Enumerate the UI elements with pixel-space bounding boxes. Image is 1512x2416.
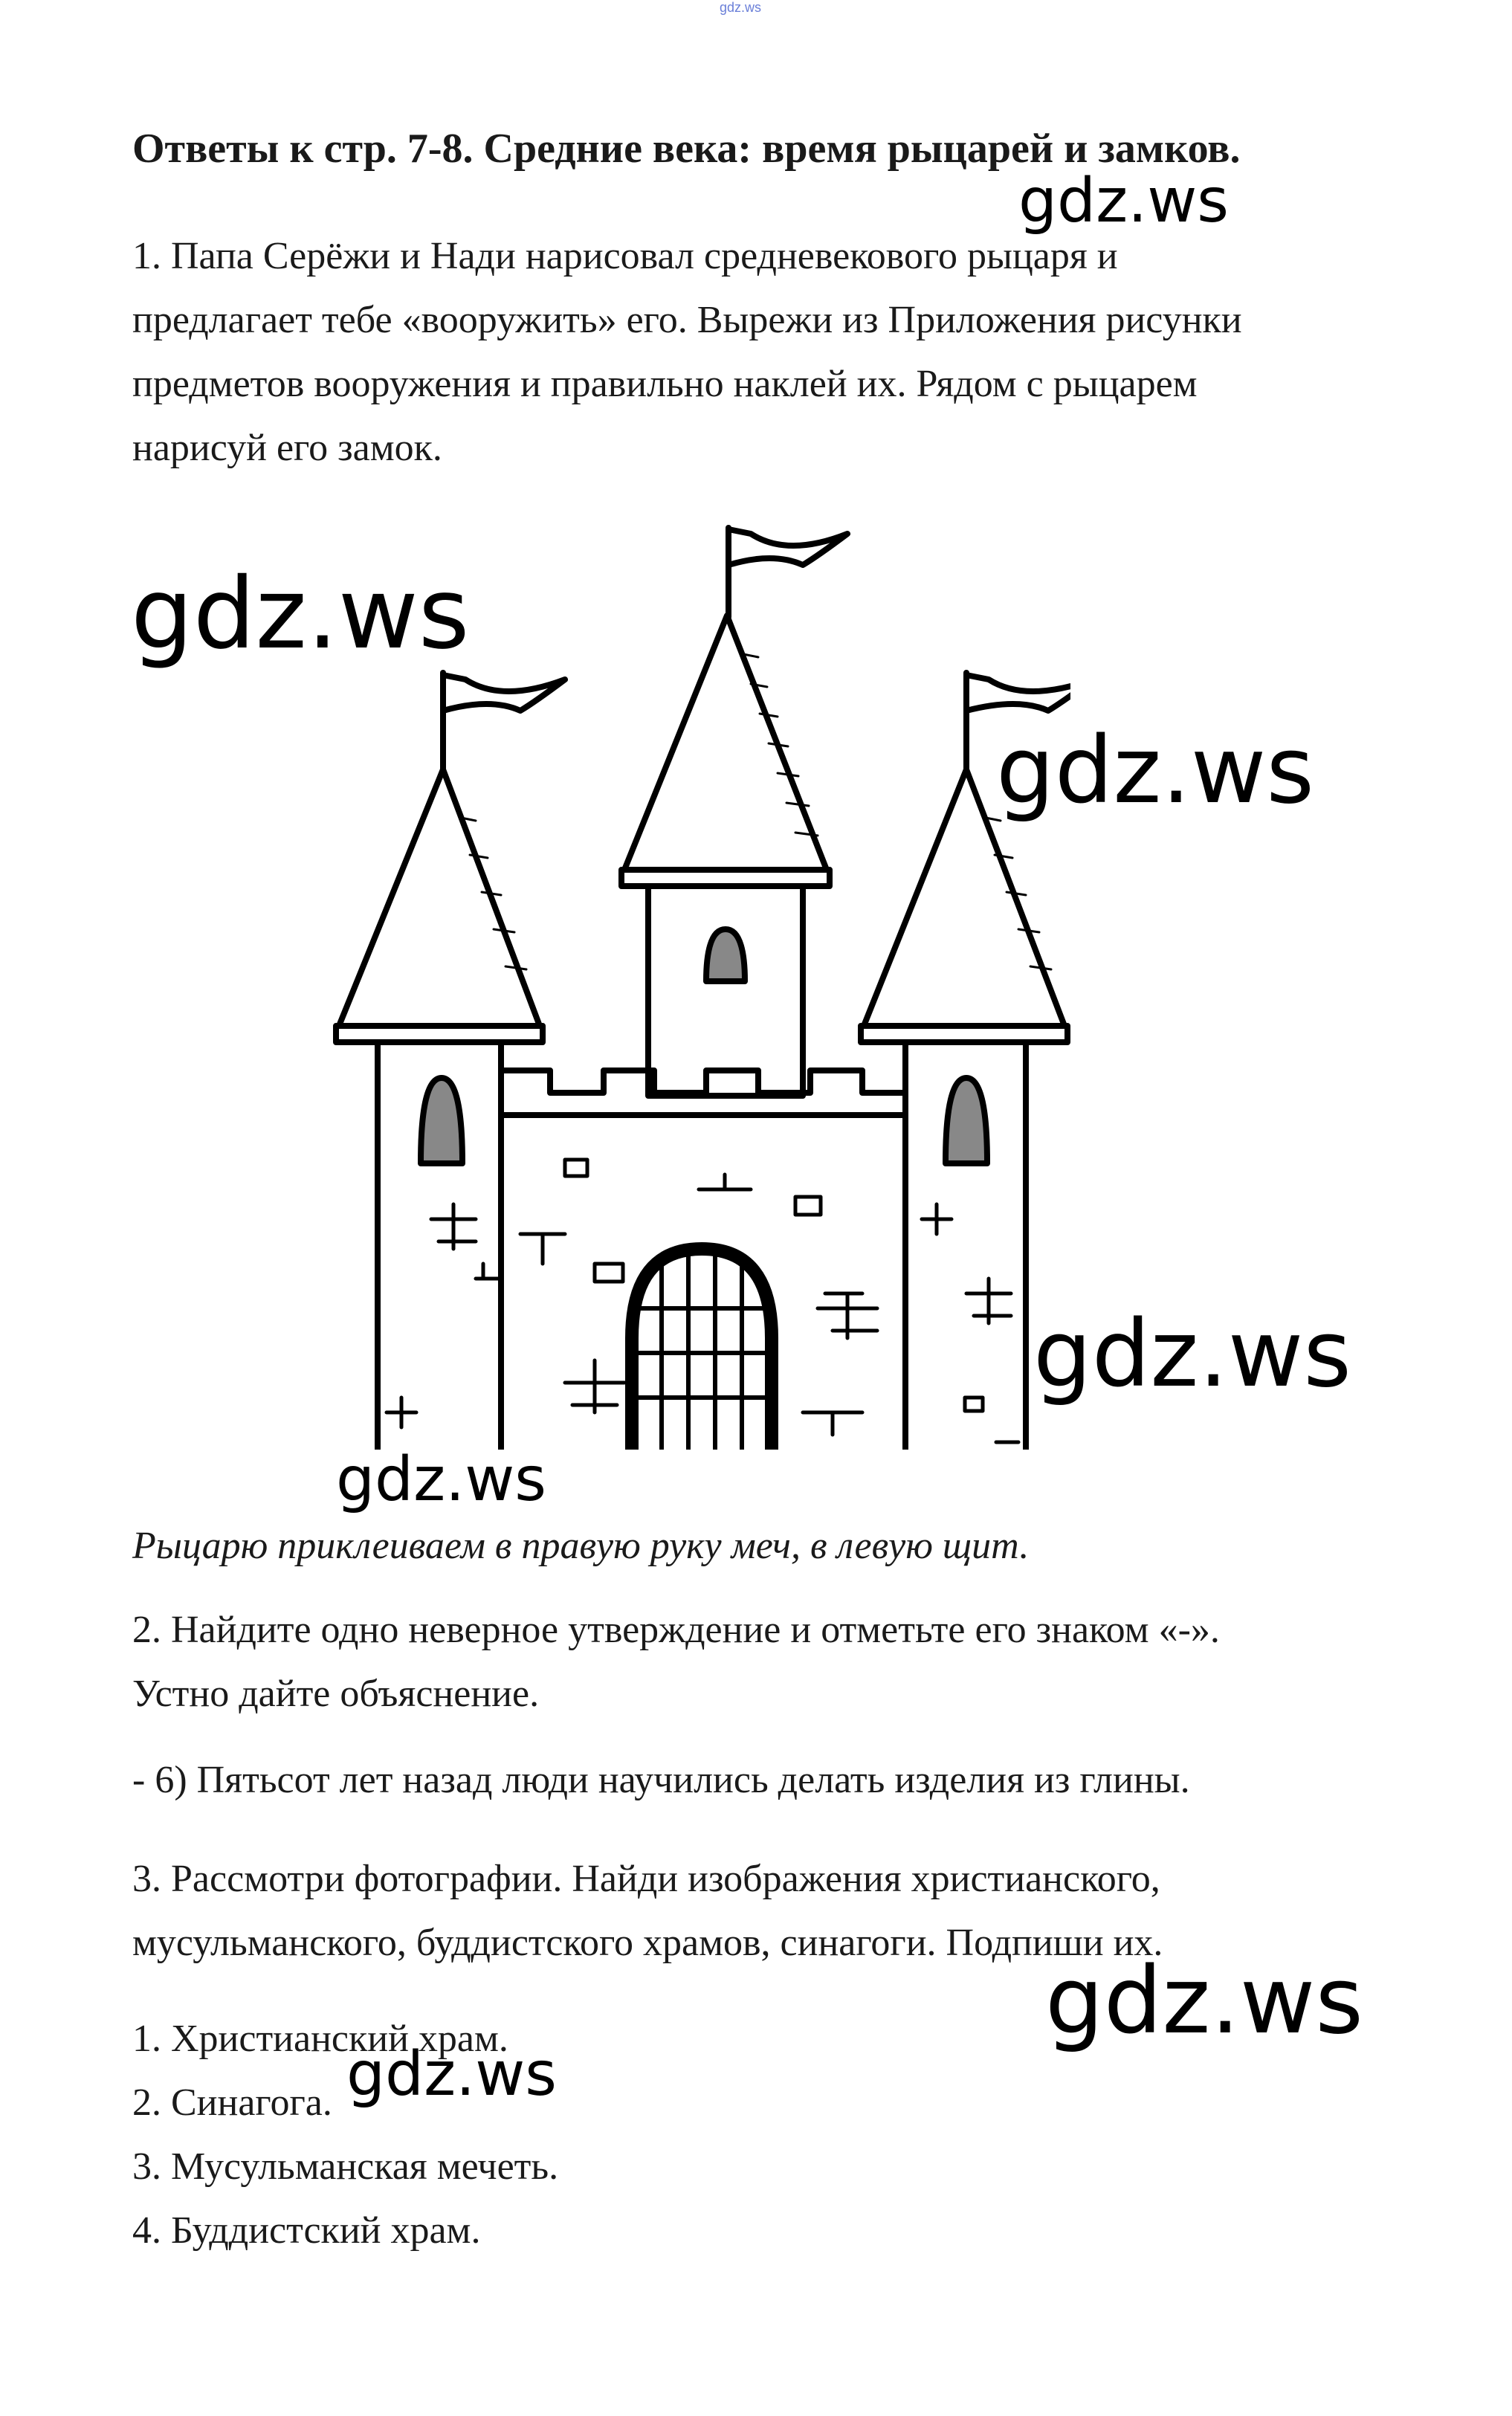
header-watermark: gdz.ws	[720, 0, 762, 15]
watermark: gdz.ws	[346, 2039, 557, 2110]
task2-line: 2. Найдите одно неверное утверждение и отметьте его знаком «-».	[132, 1609, 1220, 1651]
list-item: 4. Буддистский храм.	[132, 2209, 481, 2252]
page-title: Ответы к стр. 7-8. Средние века: время рыцарей и замков.	[132, 126, 1241, 172]
watermark: gdz.ws	[1045, 1948, 1363, 2055]
flag-icon	[443, 673, 565, 769]
flag-icon	[728, 528, 847, 617]
task2-text	[132, 1598, 1220, 1726]
task1-line: предметов вооружения и правильно наклей их. Рядом с рыцарем	[132, 363, 1198, 405]
watermark: gdz.ws	[131, 557, 470, 671]
list-item: 1. Христианский храм.	[132, 2018, 508, 2060]
task3-line: 3. Рассмотри фотографии. Найди изображения христианского,	[132, 1858, 1160, 1900]
list-item: 2. Синагога.	[132, 2081, 332, 2124]
task2-line: Устно дайте объяснение.	[132, 1673, 540, 1715]
watermark: gdz.ws	[1033, 1301, 1351, 1408]
task2-answer: - 6) Пятьсот лет назад люди научились делать изделия из глины.	[132, 1759, 1190, 1801]
watermark: gdz.ws	[336, 1444, 546, 1515]
task1-line: предлагает тебе «вооружить» его. Вырежи из Приложения рисунки	[132, 299, 1242, 341]
task3-text	[132, 1847, 1163, 1975]
task1-line: нарисуй его замок.	[132, 427, 442, 469]
task1-line: 1. Папа Серёжи и Нади нарисовал средневекового рыцаря и	[132, 235, 1118, 277]
watermark: gdz.ws	[996, 717, 1314, 824]
task1-answer: Рыцарю приклеиваем в правую руку меч, в левую щит.	[132, 1525, 1030, 1567]
task3-line: мусульманского, буддистского храмов, синагоги. Подпиши их.	[132, 1922, 1163, 1964]
list-item: 3. Мусульманская мечеть.	[132, 2145, 559, 2188]
watermark: gdz.ws	[1018, 166, 1229, 236]
task1-text	[132, 225, 1242, 480]
